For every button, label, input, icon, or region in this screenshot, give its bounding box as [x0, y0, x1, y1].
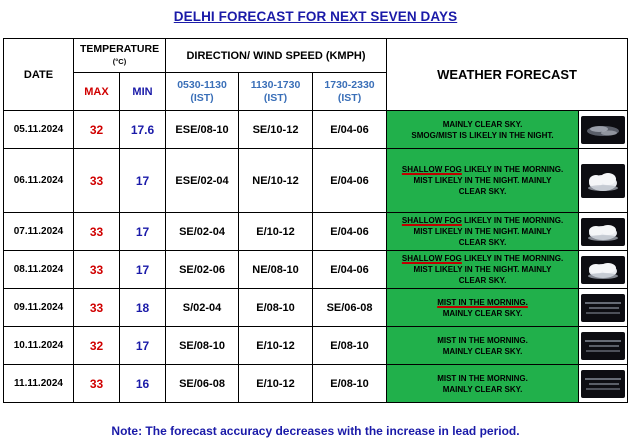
forecast-icon-cell [579, 213, 628, 251]
date-cell: 08.11.2024 [4, 251, 74, 289]
forecast-icon-cell [579, 327, 628, 365]
min-temp-cell: 16 [120, 365, 166, 403]
wind-cell-2: E/10-12 [239, 327, 313, 365]
table-row [4, 251, 628, 289]
slot-header-3 [313, 73, 387, 111]
forecast-line-3: SMOG/MIST IS LIKELY IN THE NIGHT. [411, 130, 554, 140]
forecast-text-cell [387, 327, 579, 365]
forecast-line-2: MAINLY CLEAR SKY. [442, 384, 523, 394]
min-header: MIN [120, 73, 166, 111]
max-temp-cell: 32 [74, 111, 120, 149]
mist-icon [581, 370, 625, 398]
forecast-line-3: CLEAR SKY. [458, 238, 507, 247]
wind-cell-3: E/04-06 [313, 251, 387, 289]
forecast-line-2: MAINLY CLEAR SKY. [442, 308, 523, 318]
forecast-line-1-rest: LIKELY IN THE MORNING. [461, 216, 564, 225]
forecast-line-1: MIST IN THE MORNING. [437, 335, 528, 345]
wind-cell-3: E/04-06 [313, 213, 387, 251]
temperature-label: TEMPERATURE [79, 43, 160, 55]
table-row [4, 289, 628, 327]
table-row [4, 327, 628, 365]
wind-cell-3: E/08-10 [313, 365, 387, 403]
forecast-icon-cell [579, 251, 628, 289]
slot-2-time: 1130-1730 [250, 78, 301, 91]
temperature-unit: (°C) [112, 57, 127, 66]
forecast-highlight: SHALLOW FOG [401, 254, 462, 263]
max-temp-cell: 33 [74, 251, 120, 289]
max-temp-cell: 33 [74, 149, 120, 213]
temperature-header [74, 39, 166, 73]
slot-3-ist: (IST) [337, 91, 362, 104]
forecast-text-cell [387, 111, 579, 149]
forecast-text-cell [387, 149, 579, 213]
forecast-line-1-rest: LIKELY IN THE MORNING. [461, 254, 564, 263]
date-cell: 10.11.2024 [4, 327, 74, 365]
table-row [4, 213, 628, 251]
date-cell: 07.11.2024 [4, 213, 74, 251]
max-header: MAX [74, 73, 120, 111]
slot-3-time: 1730-2330 [324, 78, 375, 91]
forecast-highlight: SHALLOW FOG [401, 216, 462, 225]
wind-cell-2: NE/10-12 [239, 149, 313, 213]
wind-cell-1: SE/08-10 [166, 327, 239, 365]
wind-cell-1: ESE/02-04 [166, 149, 239, 213]
min-temp-cell: 18 [120, 289, 166, 327]
forecast-line-3: CLEAR SKY. [458, 276, 507, 285]
wind-cell-1: SE/02-04 [166, 213, 239, 251]
min-temp-cell: 17 [120, 213, 166, 251]
forecast-line-1 [387, 253, 578, 264]
wind-cell-2: E/08-10 [239, 289, 313, 327]
forecast-line-2: MIST LIKELY IN THE NIGHT. MAINLY [413, 265, 552, 274]
table-row [4, 365, 628, 403]
wind-cell-3: E/08-10 [313, 327, 387, 365]
forecast-highlight: SHALLOW FOG [401, 165, 462, 174]
forecast-table [3, 38, 628, 403]
footer-note: Note: The forecast accuracy decreases with the increase in lead period. [111, 424, 520, 438]
forecast-text-cell [387, 213, 579, 251]
table-row [4, 111, 628, 149]
wind-cell-1: SE/02-06 [166, 251, 239, 289]
date-cell: 09.11.2024 [4, 289, 74, 327]
fog-cloud-icon [581, 218, 625, 246]
page-title: DELHI FORECAST FOR NEXT SEVEN DAYS [173, 9, 458, 24]
wind-cell-1: S/02-04 [166, 289, 239, 327]
forecast-line-3: CLEAR SKY. [458, 187, 507, 196]
wind-cell-2: SE/10-12 [239, 111, 313, 149]
wind-cell-3: E/04-06 [313, 111, 387, 149]
slot-header-2 [239, 73, 313, 111]
min-temp-cell: 17 [120, 251, 166, 289]
max-temp-cell: 33 [74, 289, 120, 327]
forecast-icon-cell [579, 111, 628, 149]
max-temp-cell: 33 [74, 365, 120, 403]
wind-cell-1: SE/06-08 [166, 365, 239, 403]
forecast-line-2: MIST LIKELY IN THE NIGHT. MAINLY [413, 227, 552, 236]
forecast-line-1 [387, 215, 578, 226]
max-temp-cell: 32 [74, 327, 120, 365]
date-cell: 05.11.2024 [4, 111, 74, 149]
min-temp-cell: 17 [120, 149, 166, 213]
forecast-text-cell [387, 251, 579, 289]
wind-cell-3: SE/06-08 [313, 289, 387, 327]
mist-icon [581, 294, 625, 322]
forecast-icon-cell [579, 365, 628, 403]
wind-cell-2: E/10-12 [239, 213, 313, 251]
forecast-line-2: MAINLY CLEAR SKY. [442, 346, 523, 356]
forecast-line-1 [387, 297, 578, 308]
wind-cell-3: E/04-06 [313, 149, 387, 213]
date-cell: 11.11.2024 [4, 365, 74, 403]
min-temp-cell: 17.6 [120, 111, 166, 149]
forecast-text-cell [387, 365, 579, 403]
date-header: DATE [4, 39, 74, 111]
direction-header: DIRECTION/ WIND SPEED (KMPH) [166, 39, 387, 73]
wind-cell-2: E/10-12 [239, 365, 313, 403]
date-cell: 06.11.2024 [4, 149, 74, 213]
slot-1-ist: (IST) [190, 91, 214, 104]
forecast-line-2: MAINLY CLEAR SKY. [442, 119, 523, 129]
slot-1-time: 0530-1130 [177, 78, 227, 91]
wind-cell-1: ESE/08-10 [166, 111, 239, 149]
fog-cloud-icon [581, 256, 625, 284]
min-temp-cell: 17 [120, 327, 166, 365]
forecast-line-1: MIST IN THE MORNING. [437, 373, 528, 383]
night-haze-icon [581, 116, 625, 144]
forecast-line-1-rest: LIKELY IN THE MORNING. [461, 165, 564, 174]
forecast-icon-cell [579, 289, 628, 327]
slot-header-1 [166, 73, 239, 111]
forecast-text-cell [387, 289, 579, 327]
max-temp-cell: 33 [74, 213, 120, 251]
table-row [4, 149, 628, 213]
forecast-line-1 [387, 164, 578, 175]
wind-cell-2: NE/08-10 [239, 251, 313, 289]
fog-cloud-icon [581, 164, 625, 198]
mist-icon [581, 332, 625, 360]
slot-2-ist: (IST) [263, 91, 288, 104]
forecast-line-2: MIST LIKELY IN THE NIGHT. MAINLY [413, 176, 552, 185]
weather-forecast-header: WEATHER FORECAST [387, 39, 628, 111]
forecast-highlight: MIST IN THE MORNING. [437, 297, 528, 307]
forecast-icon-cell [579, 149, 628, 213]
